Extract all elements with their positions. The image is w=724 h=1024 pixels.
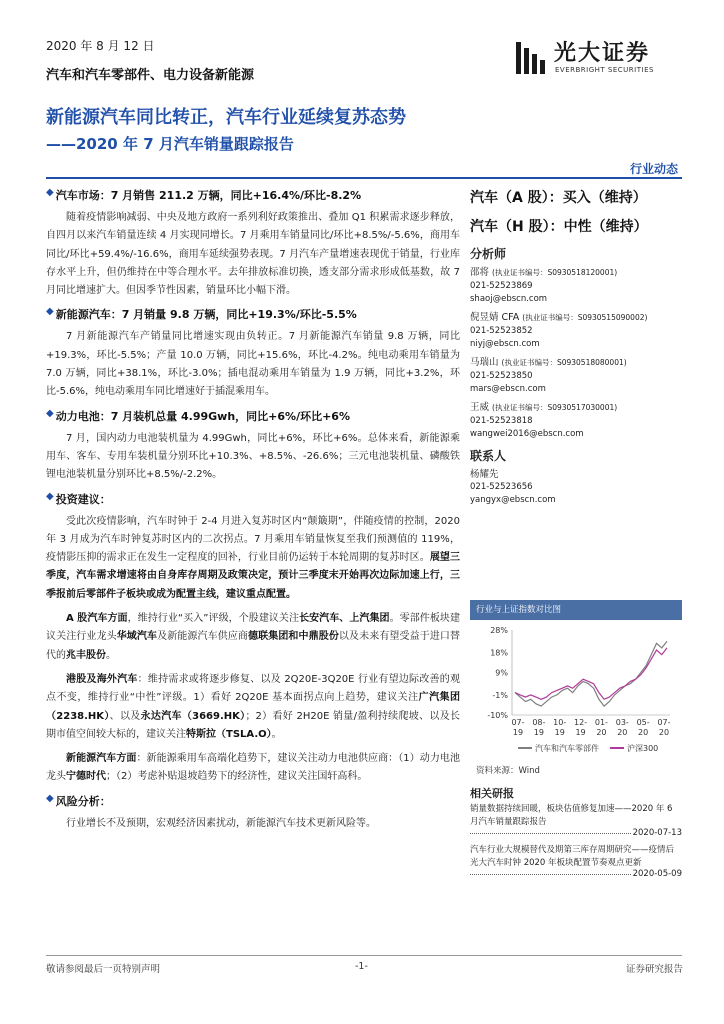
emphasis-text: 永达汽车（3669.HK）: [140, 710, 246, 722]
analyst-list: [470, 266, 682, 441]
report-date: 2020 年 8 月 12 日: [46, 39, 155, 53]
y-tick-label: -1%: [492, 690, 508, 700]
section-heading: [46, 306, 460, 322]
section-heading-text: 新能源汽车：7 月销量 9.8 万辆，同比+19.3%/环比-5.5%: [55, 308, 357, 322]
emphasis-text: 华域汽车: [116, 631, 158, 643]
emphasis-text: 兆丰股份: [66, 649, 106, 661]
paragraph-text: 随着疫情影响减弱、中央及地方政府一系列利好政策推出、叠加 Q1 积累需求逐步释放，自四月以来汽车销量连续 4 月实现同增长。7 月乘用车销量同比/环比+8.5%/-5.6%，商用车同比/环比+59.4%/-16.6%，商用车延续强势表现。7 月汽车产量增速表现优于销量，行业库存水平上升，但仍维持在中等合理水平。去年排放标准切换，透支部分需求形成低基数，故 7 月同比增速扩大。但因季节性因素，销量环比小幅下滑。: [46, 212, 460, 297]
x-tick-label: 07-19: [511, 718, 525, 737]
diamond-bullet-icon: ◆: [46, 792, 54, 804]
analyst-name: 马瑞山: [470, 357, 502, 368]
paragraph-text: ；（2）考虑补贴退坡趋势下的经济性，建议关注国轩高科。: [106, 771, 368, 783]
header-divider: [46, 177, 682, 179]
paragraph-text: ；2）看好 2H20E 销量/盈利持续爬坡、以及长期市值空间较大标的，建议关注: [46, 710, 461, 740]
related-report-date-row: [470, 869, 682, 879]
section-heading-text: 动力电池：7 月装机总量 4.99Gwh，同比+6%/环比+6%: [55, 409, 350, 423]
comparison-chart: [470, 600, 682, 775]
paragraph-text: 7 月，国内动力电池装机量为 4.99Gwh，同比+6%，环比+6%。总体来看，新能源乘用车、客车、专用车装机量分别环比+10.3%、+8.5%、-26.6%；三元电池装机量、磷酸铁锂电池装机量分别环比+8.5%/-2.2%。: [46, 432, 460, 481]
x-tick-label: 01-20: [594, 718, 608, 737]
related-report-link[interactable]: 销量数据持续回暖，板块估值修复加速——2020 年 6 月汽车销量跟踪报告: [470, 804, 673, 827]
emphasis-text: 新能源汽车方面: [66, 753, 137, 765]
chart-source: 资料来源：Wind: [476, 766, 540, 776]
paragraph-text: 及新能源汽车供应商: [157, 631, 249, 643]
diamond-bullet-icon: ◆: [46, 407, 54, 419]
page-number: -1-: [355, 961, 368, 972]
dotted-leader: [470, 828, 631, 834]
section-heading: [46, 187, 460, 203]
analyst-card: [470, 401, 682, 441]
section-heading-text: 汽车市场：7 月销售 211.2 万辆，同比+16.4%/环比-8.2%: [55, 189, 362, 202]
x-tick-label: 05-20: [636, 718, 650, 737]
rating-h-share: 汽车（H 股）：中性（维持）: [470, 219, 648, 235]
y-tick-label: 9%: [495, 668, 508, 678]
analyst-license: (执业证书编号：S0930518120001): [492, 268, 618, 277]
series-line-1: [515, 648, 667, 699]
analyst-phone: 021-52523850: [470, 371, 533, 381]
x-tick-label: 10-19: [553, 718, 567, 737]
company-logo: [512, 36, 692, 84]
paragraph-text: ：维持需求或将逐步修复、以及 2Q20E-3Q20E 行业有望边际改善的观点不变，维持行业“中性”评级。1）看好 2Q20E 基本面拐点向上趋势，建议关注: [46, 673, 460, 704]
related-heading: 相关研报: [470, 787, 514, 800]
analyst-phone: 021-52523869: [470, 281, 533, 291]
body-paragraph: [46, 610, 460, 665]
x-tick-label: 12-19: [574, 718, 588, 737]
analyst-name: 王威: [470, 402, 493, 413]
legend-label: 沪深300: [627, 744, 659, 753]
logo-emblem-icon: [512, 38, 548, 78]
paragraph-text: 7 月新能源汽车产销量同比增速实现由负转正。7 月新能源汽车销量 9.8 万辆，同比+19.3%，环比-5.5%；产量 10.0 万辆，同比+15.6%，环比-4.2%。纯电动乘用车销量为 7.0 万辆，同比+38.1%，环比-3.0%；插电混动乘用车销量为 1.9 万辆，同比+3.2%，环比-5.6%，纯电动乘用车同比增速好于插混乘用车。: [46, 331, 460, 398]
diamond-bullet-icon: ◆: [46, 306, 54, 318]
emphasis-text: 港股及海外汽车: [66, 673, 138, 685]
emphasis-text: 特斯拉（TSLA.O）: [186, 728, 272, 740]
dotted-leader: [470, 869, 631, 875]
analyst-license: (执业证书编号：S0930515090002): [522, 313, 648, 322]
analyst-name: 邵将: [470, 267, 493, 278]
body-paragraph: [46, 209, 460, 300]
related-report-date-row: [470, 828, 682, 838]
contact-name: 杨耀先: [470, 469, 499, 480]
contact-phone: 021-52523656: [470, 482, 533, 492]
x-tick-label: 08-19: [532, 718, 546, 737]
analyst-license: (执业证书编号：S0930518080001): [501, 358, 627, 367]
report-subtitle: ——2020 年 7 月汽车销量跟踪报告: [46, 135, 294, 153]
analyst-email[interactable]: niyj@ebscn.com: [470, 339, 540, 349]
diamond-bullet-icon: ◆: [46, 187, 54, 198]
paragraph-text: 受此次疫情影响，汽车时钟于 2-4 月进入复苏时区内“颠簸期”，伴随疫情的控制，2020 年 3 月成为汽车时钟复苏时区内的二次拐点。7 月乘用车销量恢复至我们预测值的 119%，疫情影压抑的需求正在发生一定程度的回补，行业目前仍运转于本轮周期的复苏时区。: [46, 515, 460, 564]
paragraph-text: 、以及: [109, 710, 141, 722]
body-paragraph: [46, 430, 460, 485]
analyst-card: [470, 356, 682, 396]
contact-email[interactable]: yangyx@ebscn.com: [470, 495, 556, 505]
footer-disclaimer: 敬请参阅最后一页特别声明: [46, 964, 161, 975]
related-report-link[interactable]: 汽车行业大规模替代及期第三库存周期研究——疫情后光大汽车时钟 2020 年板块配置节奏观点更新: [470, 845, 675, 868]
contact-card: [470, 468, 682, 507]
analyst-card: [470, 266, 682, 306]
logo-name: 光大证券: [554, 41, 651, 66]
emphasis-text: 宁德时代: [66, 771, 106, 783]
emphasis-text: 德联集团和中鼎股份: [248, 631, 339, 643]
body-paragraph: [46, 815, 460, 833]
related-report-date: 2020-07-13: [632, 828, 682, 838]
footer-divider: [46, 955, 682, 956]
main-body: [46, 187, 460, 839]
paragraph-text: 。零部件板块建议关注行业龙头: [46, 613, 460, 643]
section-heading-text: 风险分析：: [55, 794, 111, 808]
analyst-card: [470, 311, 682, 351]
footer-report-label: 证券研究报告: [626, 964, 684, 975]
analyst-email[interactable]: shaoj@ebscn.com: [470, 294, 548, 304]
paragraph-text: 。: [106, 649, 116, 661]
body-paragraph: [46, 750, 460, 787]
series-line-0: [515, 641, 667, 706]
diamond-bullet-icon: ◆: [46, 490, 54, 502]
y-tick-label: 18%: [490, 648, 508, 658]
sidebar: [470, 187, 682, 512]
related-list: [470, 803, 682, 879]
emphasis-text: 长安汽车、上汽集团: [299, 613, 390, 625]
section-heading: [46, 408, 460, 424]
chart-plot: [470, 620, 682, 760]
analyst-phone: 021-52523852: [470, 326, 533, 336]
emphasis-text: 广汽集团（2238.HK）: [46, 692, 461, 722]
related-reports: [470, 785, 682, 885]
analysts-heading: 分析师: [470, 247, 507, 261]
contact-heading: 联系人: [470, 449, 507, 463]
sector-label: 汽车和汽车零部件、电力设备新能源: [46, 68, 255, 83]
analyst-phone: 021-52523818: [470, 416, 533, 426]
section-heading: [46, 793, 460, 809]
emphasis-text: 展望三季度，汽车需求增速将由自身库存周期及政策决定，预计三季度末开始再次边际加速上行，三季报前后零部件子板块或成为配置主线，建议重点配置。: [46, 552, 461, 600]
body-paragraph: [46, 328, 460, 401]
x-tick-label: 03-20: [615, 718, 629, 737]
report-type: 行业动态: [630, 162, 679, 176]
paragraph-text: 。: [271, 728, 282, 740]
rating-a-share: 汽车（A 股）：买入（维持）: [470, 190, 647, 206]
related-report-date: 2020-05-09: [632, 869, 682, 879]
chart-title: 行业与上证指数对比图: [470, 600, 682, 620]
paragraph-text: ，维持行业“买入”评级，个股建议关注: [127, 613, 300, 625]
x-tick-label: 07-20: [657, 718, 671, 737]
paragraph-text: ：新能源乘用车高端化趋势下，建议关注动力电池供应商：（1）动力电池龙头: [46, 753, 461, 783]
y-tick-label: -10%: [487, 711, 508, 720]
logo-english-name: EVERBRIGHT SECURITIES: [555, 66, 654, 74]
analyst-name: 倪昱婧 CFA: [470, 312, 523, 323]
body-paragraph: [46, 671, 460, 744]
section-heading: [46, 491, 460, 507]
analyst-email[interactable]: mars@ebscn.com: [470, 384, 546, 394]
y-tick-label: 28%: [490, 626, 508, 635]
paragraph-text: 以及未来有望受益于进口替代的: [46, 631, 461, 661]
emphasis-text: A 股汽车方面: [66, 613, 128, 625]
section-heading-text: 投资建议：: [55, 492, 111, 506]
paragraph-text: 行业增长不及预期，宏观经济因素扰动，新能源汽车技术更新风险等。: [66, 817, 376, 829]
legend-label: 汽车和汽车零部件: [535, 744, 599, 753]
body-paragraph: [46, 513, 460, 604]
analyst-license: (执业证书编号：S0930517030001): [492, 403, 618, 412]
report-title: 新能源汽车同比转正，汽车行业延续复苏态势: [46, 107, 406, 128]
analyst-email[interactable]: wangwei2016@ebscn.com: [470, 429, 584, 439]
